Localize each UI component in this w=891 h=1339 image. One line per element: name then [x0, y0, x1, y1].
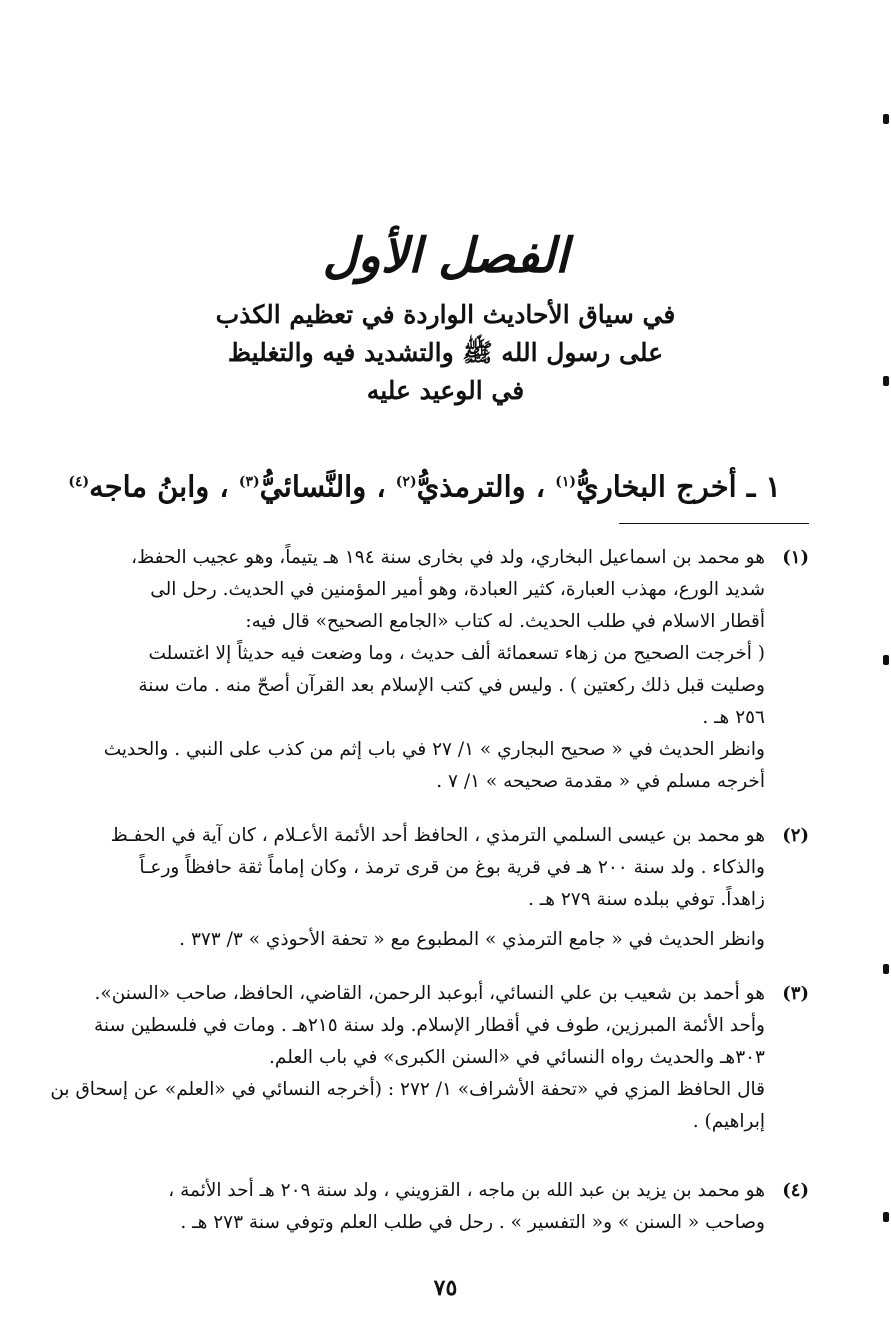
footnote-ref: (١)	[555, 474, 577, 490]
footnote-line: زاهداً. توفي ببلده سنة ٢٧٩ هـ .	[528, 889, 765, 910]
footnote-line: ٢٥٦ هـ .	[702, 707, 765, 728]
footnote-line: شديد الورع، مهذب العبارة، كثير العبادة، وهو أمير المؤمنين في الحديث. رحل الى	[150, 579, 765, 600]
margin-mark	[883, 655, 889, 665]
hadith-heading	[68, 462, 781, 507]
footnote-line: وانظر الحديث في « جامع الترمذي » المطبوع مع « تحفة الأحوذي » ٣/ ٣٧٣ .	[179, 929, 765, 950]
footnote-divider	[619, 523, 809, 524]
footnote-line: أخرجه مسلم في « مقدمة صحيحه » ١/ ٧ .	[436, 771, 765, 792]
margin-mark	[883, 376, 889, 386]
footnote-3	[50, 978, 809, 1138]
footnote-line: هو محمد بن يزيد بن عبد الله بن ماجه ، القزويني ، ولد سنة ٢٠٩ هـ أحد الأئمة ،	[168, 1180, 765, 1201]
footnote-line: ( أخرجت الصحيح من زهاء تسعمائة ألف حديث ، وما وضعت فيه حديثاً إلا اغتسلت	[148, 643, 765, 664]
footnote-1	[104, 542, 809, 798]
heading-text: ، والنَّسائيُّ	[259, 469, 396, 504]
subtitle-line: في الوعيد عليه	[366, 376, 525, 405]
footnote-line: وأحد الأئمة المبرزين، طوف في أقطار الإسلام. ولد سنة ٢١٥هـ . ومات في فلسطين سنة	[93, 1015, 765, 1036]
heading-text: ـ أخرج البخاريُّ	[576, 469, 756, 504]
page-number: ٧٥	[433, 1275, 458, 1301]
heading-text: ، وابنُ ماجه	[89, 469, 239, 504]
footnote-2	[104, 820, 809, 956]
footnote-line: ٣٠٣هـ والحديث رواه النسائي في «السنن الكبرى» في باب العلم.	[269, 1047, 765, 1068]
footnote-line: وانظر الحديث في « صحيح البجاري » ١/ ٢٧ في باب إثم من كذب على النبي . والحديث	[103, 739, 765, 760]
heading-text: ، والترمذيُّ	[416, 469, 556, 504]
subtitle-line: في سياق الأحاديث الواردة في تعظيم الكذب	[215, 300, 676, 329]
footnote-line: قال الحافظ المزي في «تحفة الأشراف» ١/ ٢٧٢ : (أخرجه النسائي في «العلم» عن إسحاق بن	[50, 1079, 765, 1100]
footnote-number: (٤)	[782, 1180, 809, 1201]
footnote-ref: (٢)	[395, 474, 417, 490]
footnote-line: هو محمد بن اسماعيل البخاري، ولد في بخارى سنة ١٩٤ هـ يتيماً، وهو عجيب الحفظ،	[131, 547, 765, 568]
footnote-4	[104, 1175, 809, 1239]
footnote-number: (٢)	[782, 825, 809, 846]
heading-number: ١	[765, 469, 781, 504]
footnote-line: هو محمد بن عيسى السلمي الترمذي ، الحافظ أحد الأئمة الأعـلام ، كان آية في الحفـظ	[110, 825, 765, 846]
footnote-line: أقطار الاسلام في طلب الحديث. له كتاب «الجامع الصحيح» قال فيه:	[245, 611, 765, 632]
subtitle-line: على رسول الله ﷺ والتشديد فيه والتغليظ	[227, 338, 664, 367]
footnote-line: إبراهيم) .	[692, 1111, 765, 1132]
footnote-ref: (٤)	[68, 474, 90, 490]
footnote-line: والذكاء . ولد سنة ٢٠٠ هـ في قرية بوغ من قرى ترمذ ، وكان إماماً ثقة حافظاً ورعـاً	[139, 857, 765, 878]
margin-mark	[883, 114, 889, 124]
footnote-line: وصاحب « السنن » و« التفسير » . رحل في طلب العلم وتوفي سنة ٢٧٣ هـ .	[180, 1212, 765, 1233]
footnote-line: وصليت قبل ذلك ركعتين ) . وليس في كتب الإسلام بعد القرآن أصحّ منه . مات سنة	[138, 675, 765, 696]
margin-mark	[883, 1212, 889, 1222]
footnote-line: هو أحمد بن شعيب بن علي النسائي، أبوعبد الرحمن، القاضي، الحافظ، صاحب «السنن».	[94, 983, 765, 1004]
chapter-subtitle	[170, 296, 721, 410]
margin-mark	[883, 964, 889, 974]
footnote-ref: (٣)	[238, 474, 260, 490]
footnote-number: (٣)	[782, 983, 809, 1004]
chapter-title: الفصل الأول	[322, 228, 569, 284]
footnote-number: (١)	[782, 547, 809, 568]
